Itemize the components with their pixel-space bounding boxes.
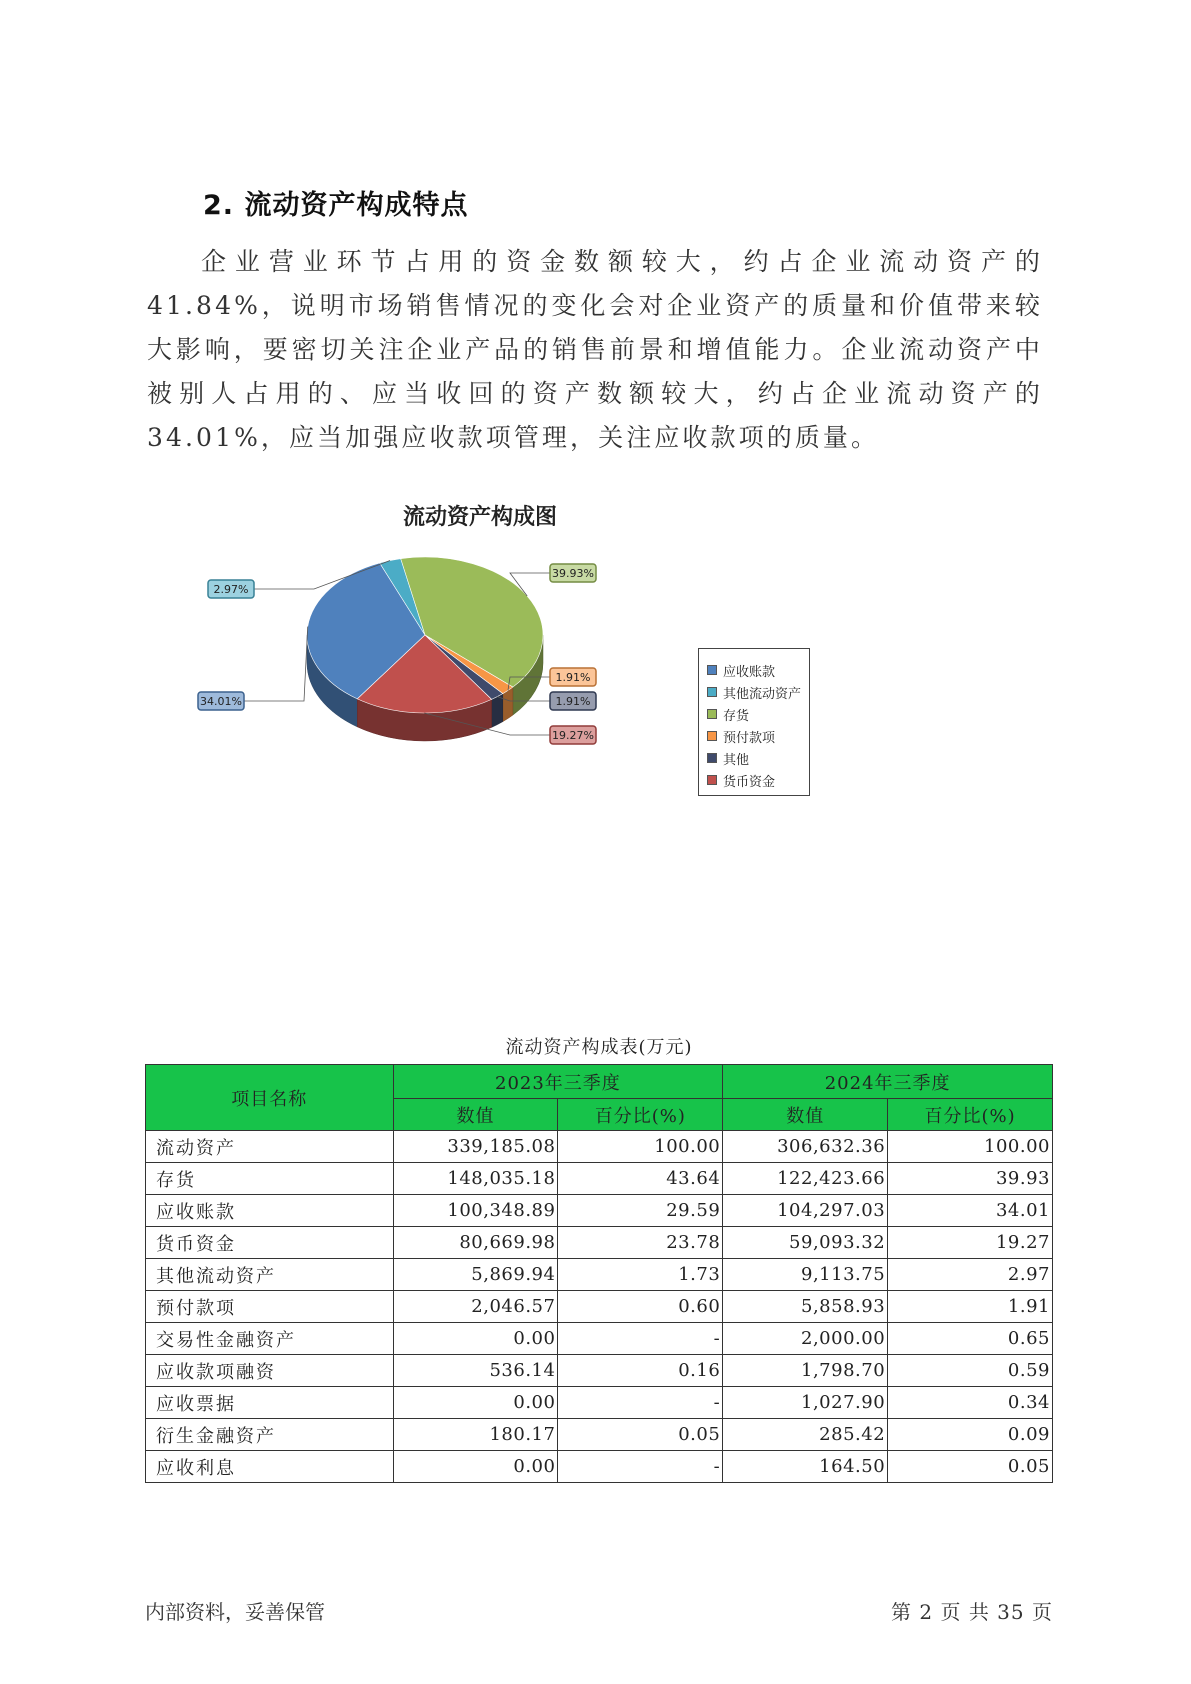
legend-item	[707, 747, 801, 769]
percent-2024: 0.09	[888, 1419, 1053, 1451]
chart-title: 流动资产构成图	[402, 505, 557, 530]
value-2023: 0.00	[393, 1451, 558, 1483]
percent-2024: 39.93	[888, 1163, 1053, 1195]
pie-chart	[190, 500, 830, 820]
percent-2024: 100.00	[888, 1131, 1053, 1163]
percent-2023: -	[558, 1451, 723, 1483]
table-row	[146, 1131, 1053, 1163]
header-value-2024: 数值	[723, 1099, 888, 1131]
pie-data-label: 1.91%	[555, 671, 591, 684]
table-row	[146, 1419, 1053, 1451]
value-2024: 1,798.70	[723, 1355, 888, 1387]
value-2023: 5,869.94	[393, 1259, 558, 1291]
legend-item	[707, 769, 801, 791]
row-name: 预付款项	[146, 1291, 394, 1323]
percent-2023: -	[558, 1323, 723, 1355]
row-name: 应收利息	[146, 1451, 394, 1483]
percent-2023: 0.16	[558, 1355, 723, 1387]
value-2024: 285.42	[723, 1419, 888, 1451]
table-row	[146, 1163, 1053, 1195]
percent-2024: 19.27	[888, 1227, 1053, 1259]
table-row	[146, 1323, 1053, 1355]
value-2024: 1,027.90	[723, 1387, 888, 1419]
percent-2024: 0.05	[888, 1451, 1053, 1483]
row-name: 其他流动资产	[146, 1259, 394, 1291]
value-2024: 2,000.00	[723, 1323, 888, 1355]
header-period-2024: 2024年三季度	[723, 1065, 1053, 1099]
chart-legend	[698, 648, 810, 796]
pie-data-label: 39.93%	[552, 567, 594, 580]
footer-page-number: 第 2 页 共 35 页	[891, 1600, 1053, 1624]
pie-data-label: 19.27%	[552, 729, 594, 742]
value-2024: 104,297.03	[723, 1195, 888, 1227]
percent-2024: 0.65	[888, 1323, 1053, 1355]
table-row	[146, 1227, 1053, 1259]
table-row	[146, 1259, 1053, 1291]
header-period-2023: 2023年三季度	[393, 1065, 723, 1099]
legend-label: 存货	[723, 708, 750, 724]
value-2024: 59,093.32	[723, 1227, 888, 1259]
legend-swatch	[707, 665, 717, 675]
value-2023: 80,669.98	[393, 1227, 558, 1259]
value-2023: 536.14	[393, 1355, 558, 1387]
percent-2023: 23.78	[558, 1227, 723, 1259]
row-name: 应收款项融资	[146, 1355, 394, 1387]
footer-confidential: 内部资料，妥善保管	[145, 1600, 325, 1624]
section-heading: 2. 流动资产构成特点	[203, 190, 469, 221]
percent-2024: 2.97	[888, 1259, 1053, 1291]
legend-swatch	[707, 753, 717, 763]
percent-2023: 0.60	[558, 1291, 723, 1323]
percent-2024: 0.34	[888, 1387, 1053, 1419]
legend-item	[707, 703, 801, 725]
percent-2023: -	[558, 1387, 723, 1419]
header-percent-2023: 百分比(%)	[558, 1099, 723, 1131]
legend-label: 应收账款	[723, 664, 776, 680]
value-2024: 9,113.75	[723, 1259, 888, 1291]
value-2023: 100,348.89	[393, 1195, 558, 1227]
value-2023: 0.00	[393, 1323, 558, 1355]
percent-2023: 100.00	[558, 1131, 723, 1163]
row-name: 应收票据	[146, 1387, 394, 1419]
row-name: 衍生金融资产	[146, 1419, 394, 1451]
pie-data-label: 34.01%	[200, 695, 242, 708]
pie-leader-line	[244, 627, 308, 701]
section-paragraph: 企业营业环节占用的资金数额较大，约占企业流动资产的41.84%，说明市场销售情况的变化会对企业资产的质量和价值带来较大影响，要密切关注企业产品的销售前景和增值能力。企业流动资产中被别人占用的、应当收回的资产数额较大，约占企业流动资产的34.01%，应当加强应收款项管理，关注应收款项的质量。	[147, 247, 1043, 452]
header-item-name: 项目名称	[146, 1065, 394, 1131]
table-caption: 流动资产构成表(万元)	[505, 1037, 693, 1058]
legend-item	[707, 659, 801, 681]
legend-swatch	[707, 687, 717, 697]
row-name: 存货	[146, 1163, 394, 1195]
value-2023: 2,046.57	[393, 1291, 558, 1323]
legend-item	[707, 681, 801, 703]
value-2024: 5,858.93	[723, 1291, 888, 1323]
percent-2023: 0.05	[558, 1419, 723, 1451]
value-2023: 339,185.08	[393, 1131, 558, 1163]
table-row	[146, 1291, 1053, 1323]
value-2024: 306,632.36	[723, 1131, 888, 1163]
pie-data-label: 2.97%	[213, 583, 249, 596]
table-row	[146, 1355, 1053, 1387]
table-row	[146, 1451, 1053, 1483]
percent-2024: 34.01	[888, 1195, 1053, 1227]
pie-data-label: 1.91%	[555, 695, 591, 708]
legend-swatch	[707, 775, 717, 785]
percent-2023: 29.59	[558, 1195, 723, 1227]
legend-label: 货币资金	[723, 774, 776, 790]
current-assets-table	[145, 1064, 1053, 1483]
value-2024: 122,423.66	[723, 1163, 888, 1195]
legend-label: 预付款项	[723, 730, 776, 746]
legend-swatch	[707, 709, 717, 719]
row-name: 交易性金融资产	[146, 1323, 394, 1355]
value-2023: 0.00	[393, 1387, 558, 1419]
legend-label: 其他流动资产	[722, 686, 801, 702]
legend-swatch	[707, 731, 717, 741]
percent-2024: 1.91	[888, 1291, 1053, 1323]
table-body	[146, 1131, 1053, 1483]
value-2023: 148,035.18	[393, 1163, 558, 1195]
row-name: 货币资金	[146, 1227, 394, 1259]
percent-2024: 0.59	[888, 1355, 1053, 1387]
row-name: 流动资产	[146, 1131, 394, 1163]
legend-label: 其他	[723, 752, 750, 768]
table-row	[146, 1195, 1053, 1227]
percent-2023: 1.73	[558, 1259, 723, 1291]
value-2024: 164.50	[723, 1451, 888, 1483]
legend-item	[707, 725, 801, 747]
value-2023: 180.17	[393, 1419, 558, 1451]
pie-chart-svg	[190, 540, 690, 800]
table-row	[146, 1387, 1053, 1419]
header-value-2023: 数值	[393, 1099, 558, 1131]
header-percent-2024: 百分比(%)	[888, 1099, 1053, 1131]
percent-2023: 43.64	[558, 1163, 723, 1195]
row-name: 应收账款	[146, 1195, 394, 1227]
